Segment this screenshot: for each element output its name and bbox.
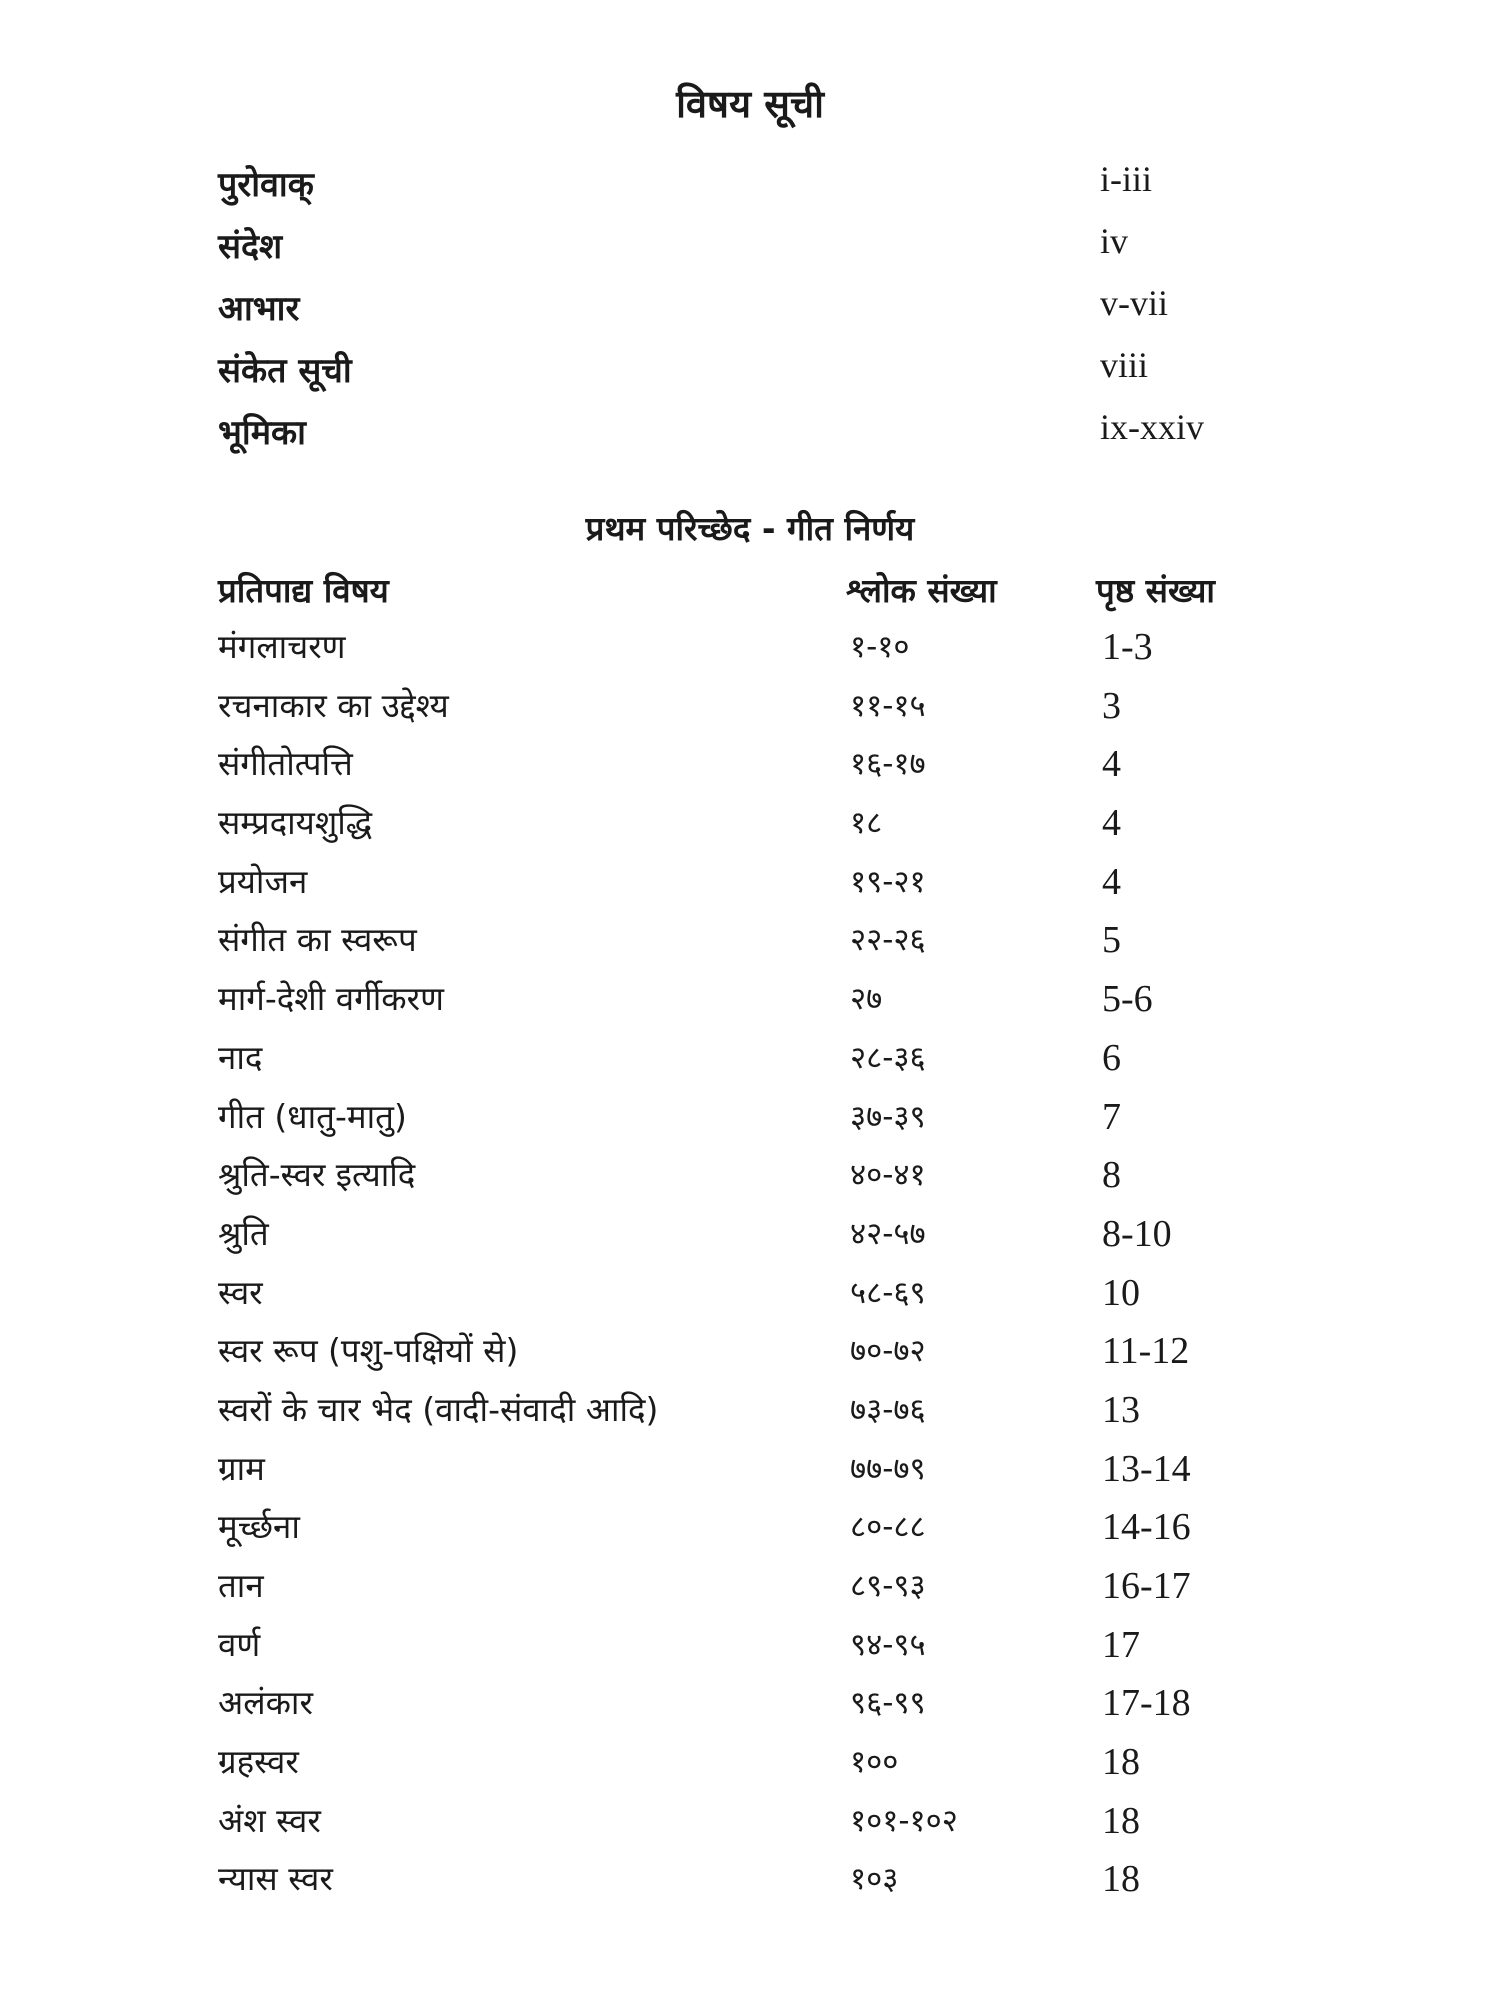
front-matter-pages: v-vii bbox=[1100, 283, 1168, 323]
row-verses: ११-१५ bbox=[850, 687, 926, 724]
row-verses: २८-३६ bbox=[850, 1039, 926, 1076]
row-pages: 1-3 bbox=[1102, 626, 1153, 668]
row-topic: स्वरों के चार भेद (वादी-संवादी आदि) bbox=[218, 1389, 659, 1429]
column-header-pages: पृष्ठ संख्या bbox=[1096, 571, 1215, 610]
table-row bbox=[218, 974, 1318, 1033]
page-title: विषय सूची bbox=[676, 82, 824, 126]
row-pages: 5-6 bbox=[1102, 978, 1153, 1021]
row-verses: ४०-४१ bbox=[850, 1157, 926, 1194]
row-pages: 8-10 bbox=[1102, 1212, 1172, 1255]
row-topic: मंगलाचरण bbox=[218, 627, 346, 666]
row-verses: २२-२६ bbox=[850, 922, 926, 959]
table-row bbox=[218, 1561, 1318, 1620]
front-matter-item bbox=[218, 160, 1318, 222]
row-verses: १८ bbox=[850, 805, 883, 842]
row-verses: १-१० bbox=[850, 629, 910, 665]
row-topic: मार्ग-देशी वर्गीकरण bbox=[218, 979, 444, 1019]
row-pages: 13 bbox=[1102, 1388, 1140, 1431]
front-matter-label: संकेत सूची bbox=[218, 351, 352, 391]
table-row bbox=[218, 1620, 1318, 1679]
row-verses: ९४-९५ bbox=[850, 1626, 926, 1663]
table-row bbox=[218, 1796, 1318, 1855]
row-topic: श्रुति-स्वर इत्यादि bbox=[218, 1155, 416, 1195]
row-verses: ५८-६९ bbox=[850, 1274, 926, 1311]
row-pages: 14-16 bbox=[1102, 1506, 1191, 1549]
row-pages: 4 bbox=[1102, 802, 1121, 845]
row-topic: स्वर bbox=[218, 1272, 263, 1312]
front-matter-pages: ix-xxiv bbox=[1100, 407, 1204, 447]
row-topic: अलंकार bbox=[218, 1683, 313, 1723]
row-topic: न्यास स्वर bbox=[218, 1859, 333, 1899]
table-row bbox=[218, 857, 1318, 916]
column-header-topic: प्रतिपाद्य विषय bbox=[218, 571, 389, 610]
row-pages: 7 bbox=[1102, 1095, 1121, 1138]
row-pages: 8 bbox=[1102, 1154, 1121, 1197]
table-row bbox=[218, 1209, 1318, 1268]
table-row bbox=[218, 1268, 1318, 1327]
row-verses: ७७-७९ bbox=[850, 1450, 926, 1487]
table-row bbox=[218, 1502, 1318, 1561]
front-matter-label: भूमिका bbox=[218, 413, 306, 453]
table-row bbox=[218, 622, 1318, 681]
front-matter-item bbox=[218, 222, 1318, 284]
row-verses: १६-१७ bbox=[850, 746, 926, 783]
row-topic: संगीत का स्वरूप bbox=[218, 920, 417, 960]
row-verses: ३७-३९ bbox=[850, 1098, 926, 1135]
front-matter-list bbox=[218, 160, 1318, 470]
row-pages: 16-17 bbox=[1102, 1565, 1191, 1607]
table-header bbox=[218, 566, 1318, 618]
row-verses: १९-२१ bbox=[850, 863, 926, 900]
row-topic: वर्ण bbox=[218, 1624, 261, 1664]
row-verses: ४२-५७ bbox=[850, 1215, 926, 1252]
row-verses: ९६-९९ bbox=[850, 1685, 926, 1722]
table-row bbox=[218, 1444, 1318, 1503]
row-topic: अंश स्वर bbox=[218, 1800, 321, 1840]
table-row bbox=[218, 1385, 1318, 1444]
row-pages: 10 bbox=[1102, 1271, 1140, 1314]
row-verses: ७३-७६ bbox=[850, 1391, 926, 1428]
front-matter-label: संदेश bbox=[218, 227, 283, 267]
table-row bbox=[218, 681, 1318, 740]
row-verses: ७०-७२ bbox=[850, 1333, 926, 1370]
table-row bbox=[218, 1150, 1318, 1209]
front-matter-pages: viii bbox=[1100, 345, 1149, 385]
row-pages: 17 bbox=[1102, 1623, 1140, 1666]
row-topic: ग्राम bbox=[218, 1448, 265, 1488]
row-topic: मूर्च्छना bbox=[218, 1507, 300, 1547]
column-header-verses: श्लोक संख्या bbox=[846, 571, 997, 610]
row-pages: 3 bbox=[1102, 684, 1121, 727]
row-pages: 11-12 bbox=[1102, 1330, 1190, 1373]
front-matter-item bbox=[218, 284, 1318, 346]
row-topic: स्वर रूप (पशु-पक्षियों से) bbox=[218, 1331, 519, 1371]
front-matter-pages: iv bbox=[1100, 221, 1129, 261]
row-pages: 4 bbox=[1102, 743, 1121, 786]
row-topic: प्रयोजन bbox=[218, 861, 308, 901]
row-topic: ग्रहस्वर bbox=[218, 1742, 299, 1782]
table-row bbox=[218, 1854, 1318, 1913]
row-pages: 4 bbox=[1102, 860, 1121, 903]
table-row bbox=[218, 1092, 1318, 1151]
row-topic: तान bbox=[218, 1566, 264, 1605]
row-topic: संगीतोत्पत्ति bbox=[218, 744, 353, 784]
row-topic: श्रुति bbox=[218, 1213, 269, 1253]
row-verses: २७ bbox=[850, 981, 883, 1018]
row-pages: 18 bbox=[1102, 1858, 1140, 1901]
row-pages: 18 bbox=[1102, 1799, 1140, 1842]
row-pages: 17-18 bbox=[1102, 1682, 1191, 1725]
row-verses: ८९-९३ bbox=[850, 1568, 926, 1604]
table-row bbox=[218, 1678, 1318, 1737]
front-matter-item bbox=[218, 408, 1318, 470]
row-pages: 6 bbox=[1102, 1036, 1121, 1079]
front-matter-pages: i-iii bbox=[1100, 159, 1152, 199]
row-pages: 13-14 bbox=[1102, 1447, 1191, 1490]
row-topic: नाद bbox=[218, 1037, 263, 1077]
section-title: प्रथम परिच्छेद - गीत निर्णय bbox=[585, 509, 915, 548]
row-pages: 18 bbox=[1102, 1741, 1140, 1784]
row-verses: १०० bbox=[850, 1744, 899, 1781]
row-topic: गीत (धातु-मातु) bbox=[218, 1096, 407, 1136]
front-matter-item bbox=[218, 346, 1318, 408]
table-row bbox=[218, 739, 1318, 798]
front-matter-label: पुरोवाक् bbox=[218, 165, 314, 205]
front-matter-label: आभार bbox=[218, 289, 300, 329]
table-row bbox=[218, 1737, 1318, 1796]
table-row bbox=[218, 1326, 1318, 1385]
contents-table bbox=[218, 622, 1318, 1913]
row-topic: रचनाकार का उद्देश्य bbox=[218, 685, 449, 725]
row-topic: सम्प्रदायशुद्धि bbox=[218, 803, 373, 843]
row-verses: ८०-८८ bbox=[850, 1509, 926, 1546]
row-verses: १०१-१०२ bbox=[850, 1802, 958, 1839]
table-row bbox=[218, 915, 1318, 974]
row-pages: 5 bbox=[1102, 919, 1121, 962]
row-verses: १०३ bbox=[850, 1861, 899, 1898]
table-row bbox=[218, 1033, 1318, 1092]
table-row bbox=[218, 798, 1318, 857]
